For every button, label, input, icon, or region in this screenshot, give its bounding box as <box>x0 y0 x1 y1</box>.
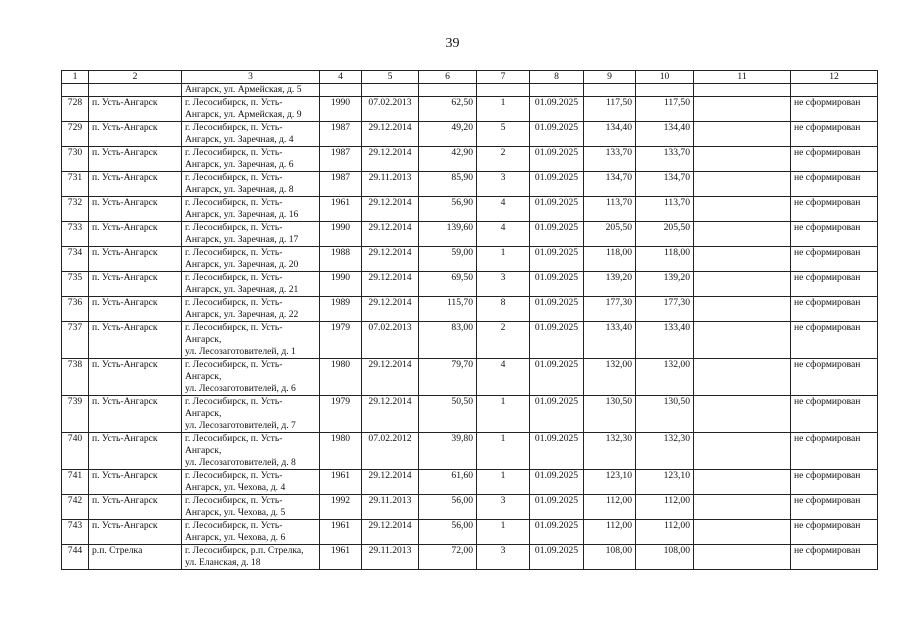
area-cell: 85,90 <box>419 172 477 197</box>
value-11-cell <box>694 470 791 495</box>
status-cell: не сформирован <box>791 97 878 122</box>
address-cell <box>182 470 320 495</box>
status-cell: не сформирован <box>791 297 878 322</box>
date-cell: 07.02.2013 <box>362 322 419 359</box>
settlement-cell: п. Усть-Ангарск <box>89 396 182 433</box>
address-line: Ангарск, ул. Заречная, д. 4 <box>185 134 294 145</box>
value-9-cell: 123,10 <box>584 470 636 495</box>
date-cell: 29.12.2014 <box>362 247 419 272</box>
settlement-cell: р.п. Стрелка <box>89 545 182 570</box>
area-cell: 62,50 <box>419 97 477 122</box>
settlement-cell: п. Усть-Ангарск <box>89 147 182 172</box>
deadline-date-cell: 01.09.2025 <box>530 197 584 222</box>
date-cell: 29.12.2014 <box>362 359 419 396</box>
deadline-date-cell: 01.09.2025 <box>530 272 584 297</box>
year-cell: 1990 <box>320 97 362 122</box>
address-line: Ангарск, ул. Армейская, д. 9 <box>185 109 302 120</box>
continuation-cell <box>636 84 694 97</box>
address-cell <box>182 97 320 122</box>
value-9-cell: 132,00 <box>584 359 636 396</box>
column-header: 1 <box>62 71 89 84</box>
year-cell: 1980 <box>320 433 362 470</box>
address-cell <box>182 272 320 297</box>
value-10-cell: 132,00 <box>636 359 694 396</box>
deadline-date-cell: 01.09.2025 <box>530 322 584 359</box>
value-9-cell: 112,00 <box>584 520 636 545</box>
area-cell: 39,80 <box>419 433 477 470</box>
status-cell: не сформирован <box>791 495 878 520</box>
area-cell: 139,60 <box>419 222 477 247</box>
deadline-date-cell: 01.09.2025 <box>530 297 584 322</box>
settlement-cell: п. Усть-Ангарск <box>89 197 182 222</box>
table-row <box>62 197 878 222</box>
continuation-cell <box>791 84 878 97</box>
value-9-cell: 118,00 <box>584 247 636 272</box>
status-cell: не сформирован <box>791 122 878 147</box>
status-cell: не сформирован <box>791 147 878 172</box>
address-line: Ангарск, ул. Чехова, д. 6 <box>185 532 286 543</box>
date-cell: 29.12.2014 <box>362 297 419 322</box>
date-cell: 29.12.2014 <box>362 272 419 297</box>
continuation-cell <box>477 84 530 97</box>
address-line: Ангарск, ул. Заречная, д. 20 <box>185 259 299 270</box>
address-line: Ангарск, ул. Заречная, д. 21 <box>185 284 299 295</box>
page-number: 39 <box>445 36 460 51</box>
value-9-cell: 134,70 <box>584 172 636 197</box>
column-header: 9 <box>584 71 636 84</box>
value-9-cell: 139,20 <box>584 272 636 297</box>
row-number: 737 <box>62 322 89 359</box>
value-9-cell: 130,50 <box>584 396 636 433</box>
table-body <box>62 84 878 570</box>
value-10-cell: 139,20 <box>636 272 694 297</box>
address-cell <box>182 172 320 197</box>
value-10-cell: 134,70 <box>636 172 694 197</box>
deadline-date-cell: 01.09.2025 <box>530 172 584 197</box>
column-header: 10 <box>636 71 694 84</box>
deadline-date-cell: 01.09.2025 <box>530 247 584 272</box>
table-row <box>62 147 878 172</box>
value-10-cell: 112,00 <box>636 520 694 545</box>
address-cell <box>182 122 320 147</box>
year-cell: 1992 <box>320 495 362 520</box>
address-cell <box>182 545 320 570</box>
count-cell: 3 <box>477 495 530 520</box>
value-9-cell: 117,50 <box>584 97 636 122</box>
value-9-cell: 133,40 <box>584 322 636 359</box>
year-cell: 1987 <box>320 172 362 197</box>
column-header: 8 <box>530 71 584 84</box>
row-number: 740 <box>62 433 89 470</box>
continuation-cell <box>694 84 791 97</box>
row-number: 729 <box>62 122 89 147</box>
year-cell: 1987 <box>320 122 362 147</box>
address-cell <box>182 222 320 247</box>
value-11-cell <box>694 545 791 570</box>
value-10-cell: 112,00 <box>636 495 694 520</box>
continuation-cell <box>584 84 636 97</box>
settlement-cell: п. Усть-Ангарск <box>89 222 182 247</box>
address-line: г. Лесосибирск, п. Усть- <box>185 297 283 308</box>
column-header: 11 <box>694 71 791 84</box>
settlement-cell: п. Усть-Ангарск <box>89 297 182 322</box>
area-cell: 83,00 <box>419 322 477 359</box>
address-cell <box>182 520 320 545</box>
table-row <box>62 247 878 272</box>
table-row <box>62 359 878 396</box>
value-11-cell <box>694 97 791 122</box>
address-line: г. Лесосибирск, п. Усть- <box>185 222 283 233</box>
value-9-cell: 133,70 <box>584 147 636 172</box>
area-cell: 56,00 <box>419 520 477 545</box>
value-11-cell <box>694 495 791 520</box>
value-10-cell: 177,30 <box>636 297 694 322</box>
address-line: ул. Еланская, д. 18 <box>185 557 261 568</box>
address-line: г. Лесосибирск, п. Усть- <box>185 247 283 258</box>
area-cell: 50,50 <box>419 396 477 433</box>
settlement-cell: п. Усть-Ангарск <box>89 520 182 545</box>
value-11-cell <box>694 433 791 470</box>
address-line: Ангарск, ул. Заречная, д. 8 <box>185 184 294 195</box>
date-cell: 29.11.2013 <box>362 172 419 197</box>
address-line: г. Лесосибирск, п. Усть- <box>185 147 283 158</box>
value-10-cell: 118,00 <box>636 247 694 272</box>
count-cell: 1 <box>477 247 530 272</box>
status-cell: не сформирован <box>791 197 878 222</box>
continuation-cell <box>530 84 584 97</box>
value-11-cell <box>694 222 791 247</box>
value-11-cell <box>694 147 791 172</box>
count-cell: 2 <box>477 147 530 172</box>
address-cell <box>182 322 320 359</box>
address-cell <box>182 197 320 222</box>
year-cell: 1987 <box>320 147 362 172</box>
table-row <box>62 122 878 147</box>
settlement-cell: п. Усть-Ангарск <box>89 172 182 197</box>
count-cell: 5 <box>477 122 530 147</box>
column-header: 4 <box>320 71 362 84</box>
address-line: г. Лесосибирск, п. Усть- <box>185 470 283 481</box>
table-row <box>62 495 878 520</box>
value-10-cell: 205,50 <box>636 222 694 247</box>
deadline-date-cell: 01.09.2025 <box>530 495 584 520</box>
address-line: г. Лесосибирск, п. Усть- <box>185 396 283 407</box>
year-cell: 1988 <box>320 247 362 272</box>
row-number: 731 <box>62 172 89 197</box>
row-number: 742 <box>62 495 89 520</box>
table-row <box>62 297 878 322</box>
status-cell: не сформирован <box>791 359 878 396</box>
address-line: г. Лесосибирск, п. Усть- <box>185 97 283 108</box>
value-9-cell: 177,30 <box>584 297 636 322</box>
date-cell: 29.12.2014 <box>362 470 419 495</box>
area-cell: 61,60 <box>419 470 477 495</box>
table-row <box>62 545 878 570</box>
date-cell: 29.12.2014 <box>362 147 419 172</box>
value-10-cell: 130,50 <box>636 396 694 433</box>
year-cell: 1990 <box>320 222 362 247</box>
housing-register-table <box>61 70 878 570</box>
address-line: г. Лесосибирск, п. Усть- <box>185 122 283 133</box>
address-cell <box>182 297 320 322</box>
address-cell <box>182 359 320 396</box>
table-row <box>62 433 878 470</box>
address-cell <box>182 147 320 172</box>
value-9-cell: 134,40 <box>584 122 636 147</box>
row-number: 743 <box>62 520 89 545</box>
table-row <box>62 172 878 197</box>
year-cell: 1990 <box>320 272 362 297</box>
status-cell: не сформирован <box>791 520 878 545</box>
continuation-cell <box>89 84 182 97</box>
row-number: 735 <box>62 272 89 297</box>
year-cell: 1961 <box>320 470 362 495</box>
address-line: ул. Лесозаготовителей, д. 8 <box>185 457 296 468</box>
row-number: 728 <box>62 97 89 122</box>
address-line: Ангарск, <box>185 371 222 382</box>
value-9-cell: 113,70 <box>584 197 636 222</box>
row-number: 734 <box>62 247 89 272</box>
count-cell: 1 <box>477 97 530 122</box>
address-line: г. Лесосибирск, п. Усть- <box>185 433 283 444</box>
count-cell: 8 <box>477 297 530 322</box>
count-cell: 4 <box>477 222 530 247</box>
settlement-cell: п. Усть-Ангарск <box>89 122 182 147</box>
continuation-cell <box>419 84 477 97</box>
area-cell: 49,20 <box>419 122 477 147</box>
settlement-cell: п. Усть-Ангарск <box>89 359 182 396</box>
address-line: Ангарск, ул. Чехова, д. 4 <box>185 482 286 493</box>
address-line: г. Лесосибирск, п. Усть- <box>185 172 283 183</box>
address-line: г. Лесосибирск, п. Усть- <box>185 520 283 531</box>
address-cell <box>182 433 320 470</box>
address-line: Ангарск, ул. Чехова, д. 5 <box>185 507 286 518</box>
count-cell: 1 <box>477 433 530 470</box>
column-header: 5 <box>362 71 419 84</box>
year-cell: 1979 <box>320 396 362 433</box>
deadline-date-cell: 01.09.2025 <box>530 359 584 396</box>
address-line: Ангарск, ул. Заречная, д. 22 <box>185 309 299 320</box>
address-line: ул. Лесозаготовителей, д. 7 <box>185 420 296 431</box>
table-row <box>62 222 878 247</box>
settlement-cell: п. Усть-Ангарск <box>89 433 182 470</box>
deadline-date-cell: 01.09.2025 <box>530 433 584 470</box>
value-10-cell: 117,50 <box>636 97 694 122</box>
count-cell: 4 <box>477 197 530 222</box>
row-number: 741 <box>62 470 89 495</box>
row-number: 730 <box>62 147 89 172</box>
value-11-cell <box>694 322 791 359</box>
address-line: г. Лесосибирск, п. Усть- <box>185 272 283 283</box>
value-11-cell <box>694 396 791 433</box>
continuation-cell <box>362 84 419 97</box>
value-11-cell <box>694 520 791 545</box>
table-row <box>62 322 878 359</box>
row-number: 738 <box>62 359 89 396</box>
deadline-date-cell: 01.09.2025 <box>530 545 584 570</box>
header-row <box>62 71 878 84</box>
continuation-cell <box>320 84 362 97</box>
address-line: г. Лесосибирск, п. Усть- <box>185 322 283 333</box>
row-number: 732 <box>62 197 89 222</box>
continuation-cell <box>62 84 89 97</box>
address-line: Ангарск, <box>185 334 222 345</box>
date-cell: 29.11.2013 <box>362 495 419 520</box>
count-cell: 3 <box>477 172 530 197</box>
area-cell: 115,70 <box>419 297 477 322</box>
value-11-cell <box>694 272 791 297</box>
settlement-cell: п. Усть-Ангарск <box>89 247 182 272</box>
address-line: г. Лесосибирск, п. Усть- <box>185 359 283 370</box>
address-line: г. Лесосибирск, п. Усть- <box>185 197 283 208</box>
date-cell: 29.11.2013 <box>362 545 419 570</box>
status-cell: не сформирован <box>791 172 878 197</box>
settlement-cell: п. Усть-Ангарск <box>89 97 182 122</box>
settlement-cell: п. Усть-Ангарск <box>89 495 182 520</box>
deadline-date-cell: 01.09.2025 <box>530 470 584 495</box>
row-number: 733 <box>62 222 89 247</box>
area-cell: 69,50 <box>419 272 477 297</box>
value-11-cell <box>694 122 791 147</box>
value-10-cell: 133,70 <box>636 147 694 172</box>
deadline-date-cell: 01.09.2025 <box>530 222 584 247</box>
address-cell <box>182 495 320 520</box>
value-10-cell: 132,30 <box>636 433 694 470</box>
address-cell <box>182 396 320 433</box>
row-number: 744 <box>62 545 89 570</box>
value-10-cell: 133,40 <box>636 322 694 359</box>
year-cell: 1961 <box>320 545 362 570</box>
count-cell: 1 <box>477 396 530 433</box>
address-line: Ангарск, ул. Заречная, д. 6 <box>185 159 294 170</box>
address-line: Ангарск, <box>185 445 222 456</box>
column-header: 12 <box>791 71 878 84</box>
value-11-cell <box>694 297 791 322</box>
year-cell: 1980 <box>320 359 362 396</box>
count-cell: 4 <box>477 359 530 396</box>
settlement-cell: п. Усть-Ангарск <box>89 272 182 297</box>
address-line: ул. Лесозаготовителей, д. 6 <box>185 383 296 394</box>
status-cell: не сформирован <box>791 247 878 272</box>
value-11-cell <box>694 172 791 197</box>
deadline-date-cell: 01.09.2025 <box>530 122 584 147</box>
area-cell: 72,00 <box>419 545 477 570</box>
table-row <box>62 272 878 297</box>
date-cell: 29.12.2014 <box>362 396 419 433</box>
status-cell: не сформирован <box>791 545 878 570</box>
settlement-cell: п. Усть-Ангарск <box>89 470 182 495</box>
value-9-cell: 112,00 <box>584 495 636 520</box>
area-cell: 79,70 <box>419 359 477 396</box>
column-header: 2 <box>89 71 182 84</box>
column-header: 7 <box>477 71 530 84</box>
date-cell: 29.12.2014 <box>362 197 419 222</box>
date-cell: 29.12.2014 <box>362 122 419 147</box>
address-line: г. Лесосибирск, р.п. Стрелка, <box>185 545 304 556</box>
year-cell: 1961 <box>320 197 362 222</box>
value-10-cell: 113,70 <box>636 197 694 222</box>
value-10-cell: 134,40 <box>636 122 694 147</box>
date-cell: 29.12.2014 <box>362 222 419 247</box>
value-11-cell <box>694 197 791 222</box>
area-cell: 56,90 <box>419 197 477 222</box>
status-cell: не сформирован <box>791 272 878 297</box>
row-number: 739 <box>62 396 89 433</box>
table-row <box>62 520 878 545</box>
count-cell: 3 <box>477 272 530 297</box>
value-9-cell: 108,00 <box>584 545 636 570</box>
status-cell: не сформирован <box>791 396 878 433</box>
table-row <box>62 470 878 495</box>
continuation-cell: Ангарск, ул. Армейская, д. 5 <box>182 84 320 97</box>
value-10-cell: 108,00 <box>636 545 694 570</box>
status-cell: не сформирован <box>791 433 878 470</box>
year-cell: 1989 <box>320 297 362 322</box>
count-cell: 2 <box>477 322 530 359</box>
count-cell: 1 <box>477 520 530 545</box>
value-9-cell: 205,50 <box>584 222 636 247</box>
year-cell: 1961 <box>320 520 362 545</box>
table-row <box>62 396 878 433</box>
address-line: Ангарск, <box>185 408 222 419</box>
count-cell: 1 <box>477 470 530 495</box>
column-header: 6 <box>419 71 477 84</box>
deadline-date-cell: 01.09.2025 <box>530 520 584 545</box>
row-number: 736 <box>62 297 89 322</box>
status-cell: не сформирован <box>791 322 878 359</box>
continuation-row <box>62 84 878 97</box>
area-cell: 42,90 <box>419 147 477 172</box>
status-cell: не сформирован <box>791 470 878 495</box>
date-cell: 07.02.2013 <box>362 97 419 122</box>
column-header: 3 <box>182 71 320 84</box>
date-cell: 07.02.2012 <box>362 433 419 470</box>
deadline-date-cell: 01.09.2025 <box>530 396 584 433</box>
address-cell <box>182 247 320 272</box>
address-line: Ангарск, ул. Заречная, д. 16 <box>185 209 299 220</box>
value-9-cell: 132,30 <box>584 433 636 470</box>
table-row <box>62 97 878 122</box>
address-line: Ангарск, ул. Заречная, д. 17 <box>185 234 299 245</box>
date-cell: 29.12.2014 <box>362 520 419 545</box>
address-line: ул. Лесозаготовителей, д. 1 <box>185 346 296 357</box>
status-cell: не сформирован <box>791 222 878 247</box>
settlement-cell: п. Усть-Ангарск <box>89 322 182 359</box>
value-11-cell <box>694 359 791 396</box>
value-10-cell: 123,10 <box>636 470 694 495</box>
address-line: г. Лесосибирск, п. Усть- <box>185 495 283 506</box>
deadline-date-cell: 01.09.2025 <box>530 97 584 122</box>
area-cell: 56,00 <box>419 495 477 520</box>
value-11-cell <box>694 247 791 272</box>
area-cell: 59,00 <box>419 247 477 272</box>
year-cell: 1979 <box>320 322 362 359</box>
deadline-date-cell: 01.09.2025 <box>530 147 584 172</box>
count-cell: 3 <box>477 545 530 570</box>
